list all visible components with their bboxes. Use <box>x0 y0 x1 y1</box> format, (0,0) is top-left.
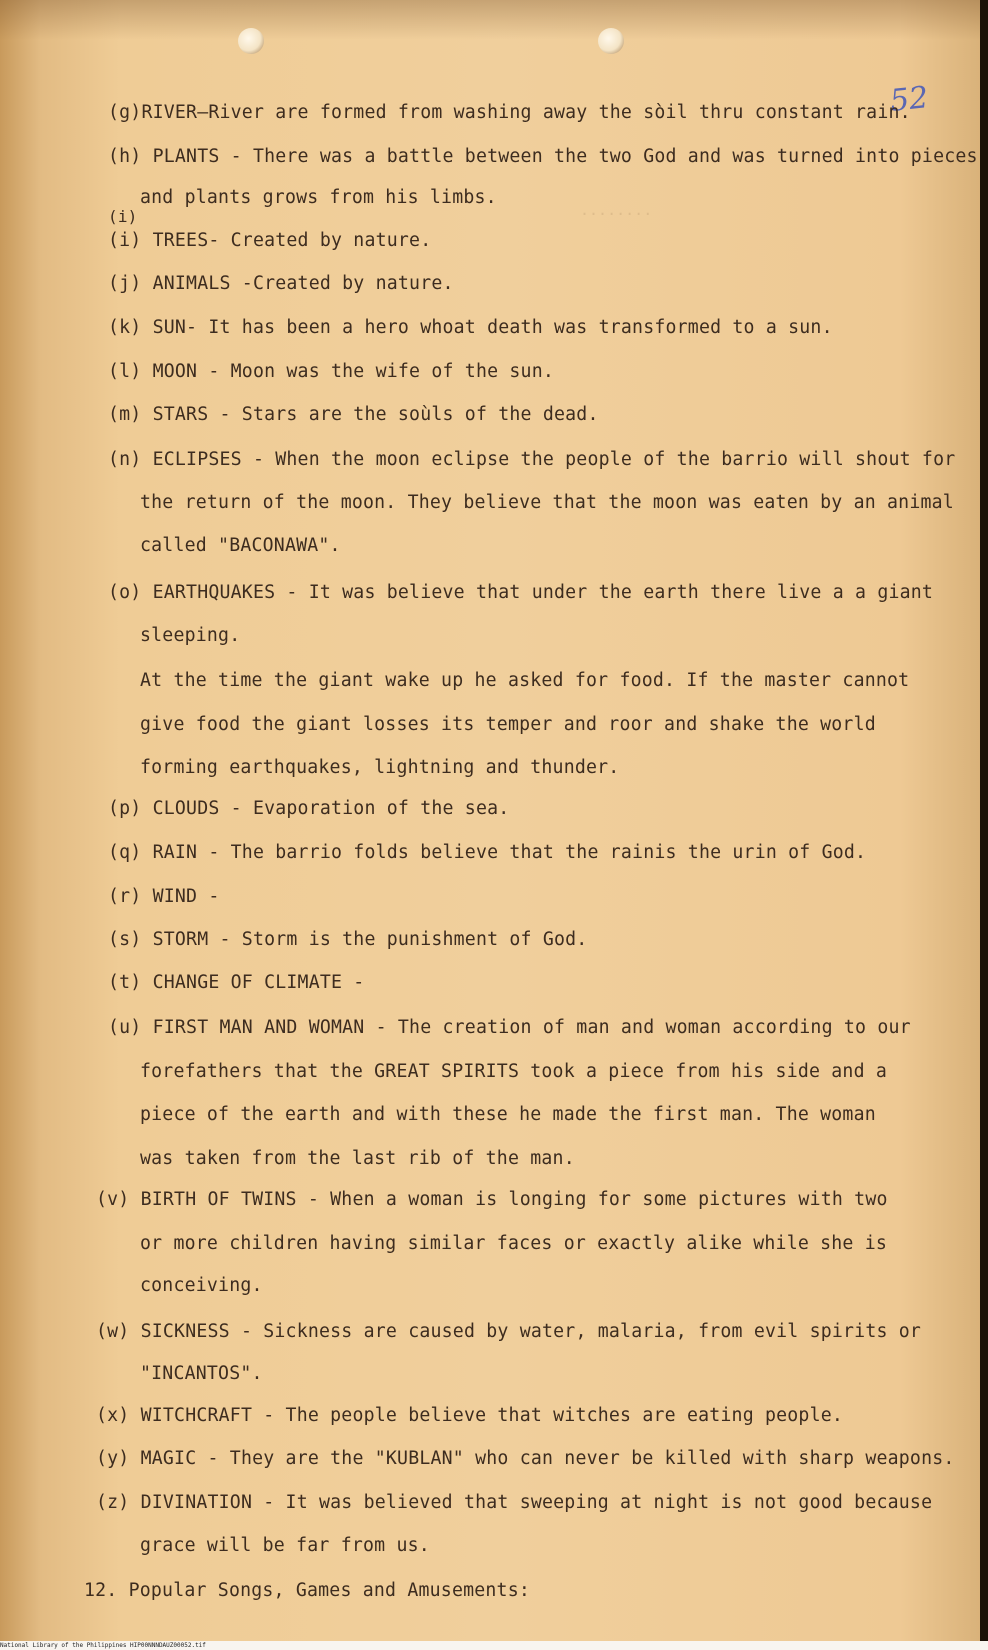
text-line: (z) DIVINATION - It was believed that sweeping at night is not good because <box>96 1492 933 1513</box>
bleed-through: ········ <box>580 205 653 223</box>
text-line: (t) CHANGE OF CLIMATE - <box>108 972 365 993</box>
text-line: sleeping. <box>140 625 241 646</box>
text-line: "INCANTOS". <box>140 1363 263 1384</box>
text-line: was taken from the last rib of the man. <box>140 1148 575 1169</box>
text-line: (y) MAGIC - They are the "KUBLAN" who can never be killed with sharp weapons. <box>96 1448 955 1469</box>
page-number: 52 <box>888 80 930 119</box>
text-line: (m) STARS - Stars are the soùls of the dead. <box>108 404 599 425</box>
text-line: (h) PLANTS - There was a battle between the two God and was turned into pieces <box>108 146 978 167</box>
text-line: (r) WIND - <box>108 886 220 907</box>
text-line: conceiving. <box>140 1275 263 1296</box>
text-line: the return of the moon. They believe that the moon was eaten by an animal <box>140 492 954 513</box>
text-line: (k) SUN- It has been a hero whoat death was transformed to a sun. <box>108 317 833 338</box>
text-line: At the time the giant wake up he asked for food. If the master cannot <box>140 670 910 691</box>
text-line: (q) RAIN - The barrio folds believe that the rainis the urin of God. <box>108 842 867 863</box>
punch-hole-right <box>598 28 624 54</box>
text-line: give food the giant losses its temper and roor and shake the world <box>140 714 876 735</box>
text-line: forefathers that the GREAT SPIRITS took a piece from his side and a <box>140 1061 888 1082</box>
text-line: (x) WITCHCRAFT - The people believe that witches are eating people. <box>96 1405 844 1426</box>
text-line: called "BACONAWA". <box>140 535 341 556</box>
punch-hole-left <box>238 28 264 54</box>
archive-footer: National Library of the Philippines HIP00NNNDAUZ00052.tif <box>0 1641 988 1650</box>
text-line: (i) <box>108 207 138 226</box>
text-line: or more children having similar faces or exactly alike while she is <box>140 1233 888 1254</box>
text-line: grace will be far from us. <box>140 1535 430 1556</box>
text-line: (w) SICKNESS - Sickness are caused by water, malaria, from evil spirits or <box>96 1321 922 1342</box>
text-line: and plants grows from his limbs. <box>140 187 497 208</box>
text-line: forming earthquakes, lightning and thunder. <box>140 757 620 778</box>
text-line: (l) MOON - Moon was the wife of the sun. <box>108 361 554 382</box>
text-line: (s) STORM - Storm is the punishment of God. <box>108 929 588 950</box>
text-line: (j) ANIMALS -Created by nature. <box>108 273 454 294</box>
text-line: (i) TREES- Created by nature. <box>108 230 432 251</box>
section-heading: 12. Popular Songs, Games and Amusements: <box>84 1580 530 1601</box>
text-line: piece of the earth and with these he made the first man. The woman <box>140 1104 876 1125</box>
text-line: (u) FIRST MAN AND WOMAN - The creation of man and woman according to our <box>108 1017 911 1038</box>
text-line: (v) BIRTH OF TWINS - When a woman is longing for some pictures with two <box>96 1189 888 1210</box>
text-line: (g)RIVER—River are formed from washing away the sòil thru constant rain. <box>108 102 911 123</box>
text-line: (p) CLOUDS - Evaporation of the sea. <box>108 798 510 819</box>
text-line: (n) ECLIPSES - When the moon eclipse the people of the barrio will shout for <box>108 449 956 470</box>
text-line: (o) EARTHQUAKES - It was believe that under the earth there live a a giant <box>108 582 934 603</box>
